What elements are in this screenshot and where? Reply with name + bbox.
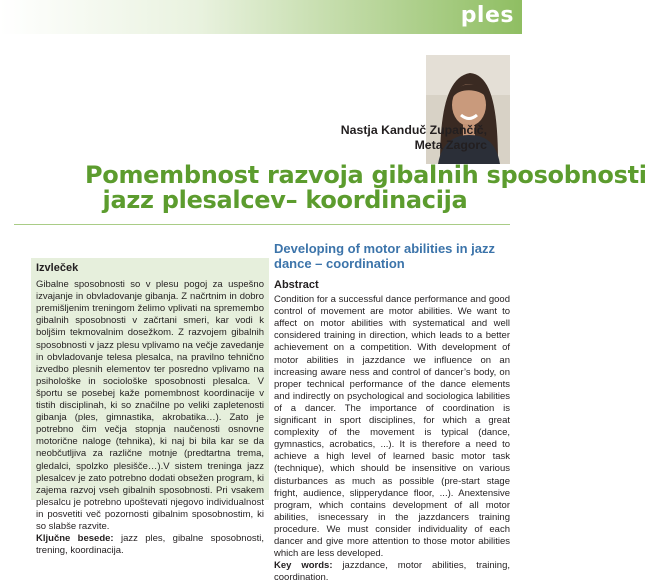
english-keywords-label: Key words: xyxy=(274,560,333,572)
title-divider xyxy=(14,224,510,225)
slovene-abstract xyxy=(36,262,264,557)
section-tag: ples xyxy=(460,3,514,28)
english-abstract xyxy=(274,279,510,584)
english-keywords xyxy=(274,560,510,584)
authors xyxy=(341,123,487,153)
title-line: Pomembnost razvoja gibalnih sposobnosti xyxy=(85,161,647,189)
article-title xyxy=(85,161,647,214)
slovene-keywords-label: Ključne besede: xyxy=(36,533,114,545)
author-name: Meta Zagorc xyxy=(414,138,487,152)
english-keywords-text: jazzdance, motor abilities, training, coordination. xyxy=(274,560,510,584)
english-abstract-heading: Abstract xyxy=(274,279,319,291)
title-line: jazz plesalcev– koordinacija xyxy=(102,186,468,214)
english-abstract-body: Condition for a successful dance performance and good control of movement are motor abilities. We want to affect on motor abilities with systematical and well considered training in direction, which leads to a better achievement on a competition. With development of motor abilities in jazzdance we influence on an increasing aware ness and control of dancer’s body, on proper technical performance of the dance elements and indirectly on psychological and sociologica labilities of a dancer. The importance of coordination is significant in sport disciplines, for which a great complexity of the movement is typical (dance, gymnastics, acrobatics, ...). It is therefore a need to achieve a high level of learned basic motor task (technique), which should be insensitive on various disturbances as much as possible (pre-start stage fright, audience, slipperydance floor, ...). Anextensive program, which contains development of all motor abilities, isnecessary in the jazzdancers training procedure. We must consider individuality of each dancer and give more attention to those motor abilities which are less developed. xyxy=(274,294,510,560)
header-band xyxy=(0,0,522,34)
slovene-keywords-text: jazz ples, gibalne sposobnosti, trening, koordinacija. xyxy=(36,533,265,557)
english-title: Developing of motor abilities in jazz dance – coordination xyxy=(274,241,496,271)
slovene-abstract-body: Gibalne sposobnosti so v plesu pogoj za uspešno izvajanje in obvladovanje gibanja. Z načrtnim in dobro premišljenim treningom želimo vplivati na spremembo gibalnih sposobnosti v začrtani smeri, kar vodi k boljšim tekmovalnim dosežkom. Z razvojem gibalnih sposobnosti v jazz plesu vplivamo na večje zavedanje in obvladovanje telesa plesalca, na pravilno tehnično izvedbo plesnih elementov ter posredno vplivamo na psihološke in sociološke sposobnosti plesalca. V športu se posebej kaže pomembnost koordinacije v tistih disciplinah, ki so značilne po veliki zapletenosti gibanja (ples, gimnastika, akrobatika…). Zato je potrebno čim večja stopnja naučenosti osnovne motorične naloge (tehnika), ki naj bi bila kar se da neobčutljiva za različne motnje (predtartna trema, gledalci, spolzko plesišče…).V sistem treninga jazz plesalcev je zato potrebno dodati obsežen program, ki zajema razvoj vseh gibalnih sposobnosti. Pri vsakem plesalcu je potrebno upoštevati njegovo individualnost in posvetiti več pozornosti gibalnim sposobnostim, ki so slabše razvite. xyxy=(36,279,264,532)
slovene-keywords xyxy=(36,533,264,557)
author-name: Nastja Kanduč Zupančič, xyxy=(340,123,487,137)
slovene-abstract-heading: Izvleček xyxy=(36,262,79,274)
